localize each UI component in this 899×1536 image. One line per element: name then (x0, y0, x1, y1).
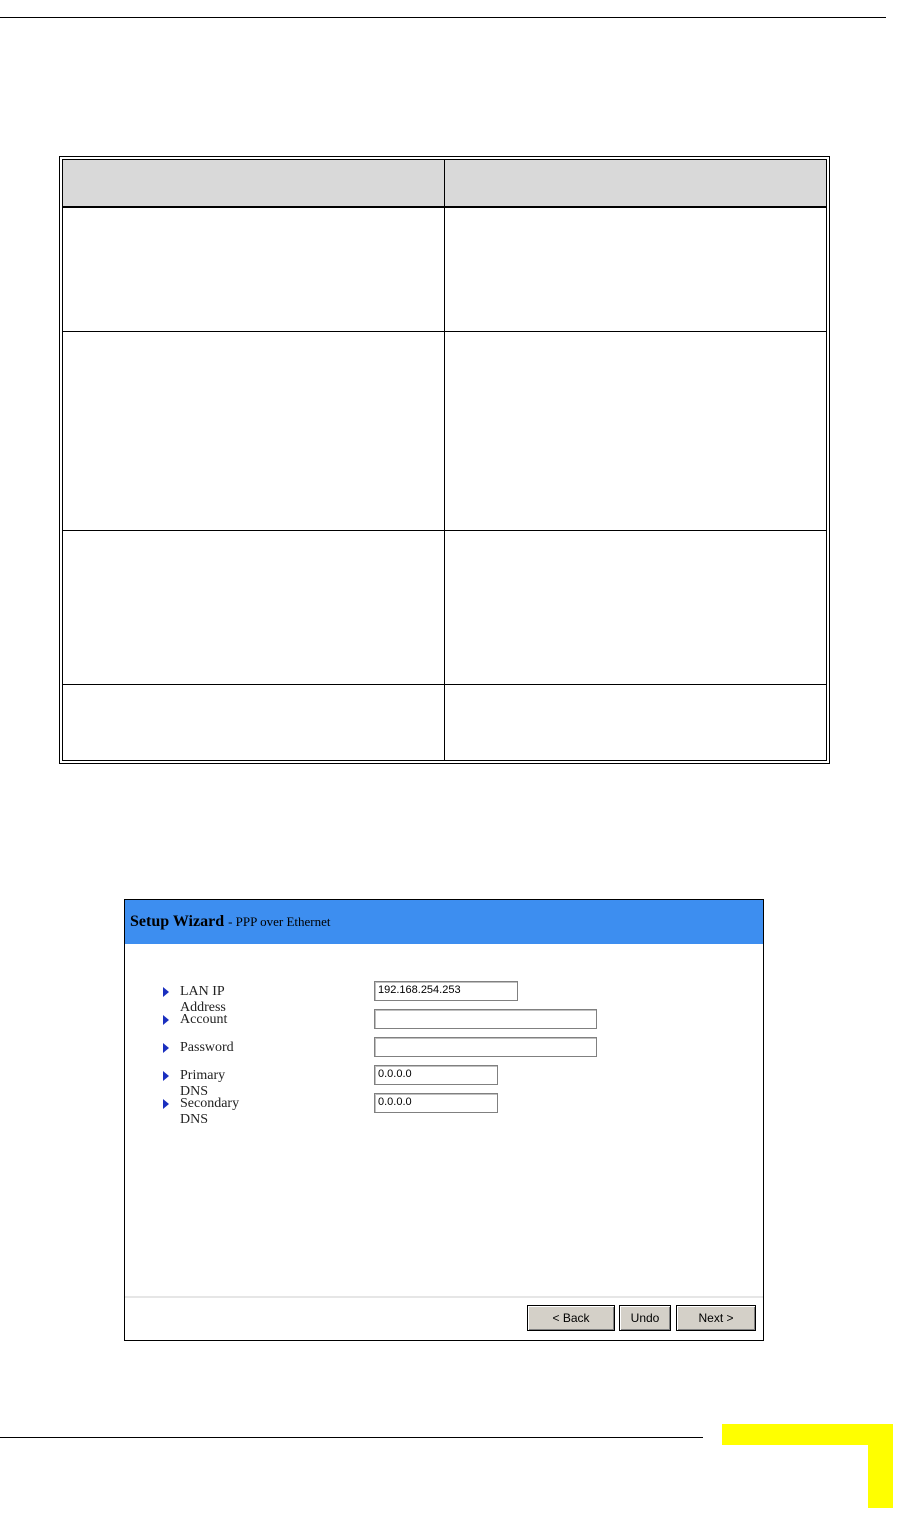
lan-ip-label: LAN IP Address (180, 984, 226, 1015)
account-input[interactable] (374, 1009, 597, 1029)
arrow-bullet-icon (163, 1015, 169, 1025)
primary-dns-input[interactable]: 0.0.0.0 (374, 1065, 498, 1085)
arrow-bullet-icon (163, 987, 169, 997)
secondary-dns-label: Secondary DNS (180, 1096, 240, 1127)
wizard-title: Setup Wizard (130, 913, 225, 930)
arrow-bullet-icon (163, 1071, 169, 1081)
table-cell (445, 331, 827, 530)
table-cell (63, 684, 445, 761)
table-header-parameter (63, 160, 445, 208)
corner-mark-vertical (868, 1424, 893, 1508)
table-cell (63, 207, 445, 331)
password-label: Password (180, 1040, 234, 1055)
back-button[interactable]: < Back (527, 1305, 615, 1331)
arrow-bullet-icon (163, 1043, 169, 1053)
table-cell (445, 530, 827, 684)
password-input[interactable] (374, 1037, 597, 1057)
table-cell (445, 207, 827, 331)
footer-divider (125, 1296, 763, 1298)
table-header-row (63, 160, 827, 208)
table-cell (445, 684, 827, 761)
secondary-dns-input[interactable]: 0.0.0.0 (374, 1093, 498, 1113)
table-cell (63, 331, 445, 530)
arrow-bullet-icon (163, 1099, 169, 1109)
table-row (63, 207, 827, 331)
table-cell (63, 530, 445, 684)
table-row (63, 331, 827, 530)
account-label: Account (180, 1012, 228, 1027)
table-row (63, 684, 827, 761)
next-button[interactable]: Next > (676, 1305, 756, 1331)
page-header-rule (0, 17, 886, 18)
parameter-table (59, 156, 830, 764)
page-footer-rule (0, 1437, 703, 1438)
setup-wizard-window (124, 899, 764, 1341)
wizard-subtitle: - PPP over Ethernet (228, 914, 331, 929)
primary-dns-label: Primary DNS (180, 1068, 226, 1099)
undo-button[interactable]: Undo (619, 1305, 671, 1331)
wizard-header-bar (125, 900, 763, 944)
table-row (63, 530, 827, 684)
table-header-description (445, 160, 827, 208)
lan-ip-input[interactable]: 192.168.254.253 (374, 981, 518, 1001)
